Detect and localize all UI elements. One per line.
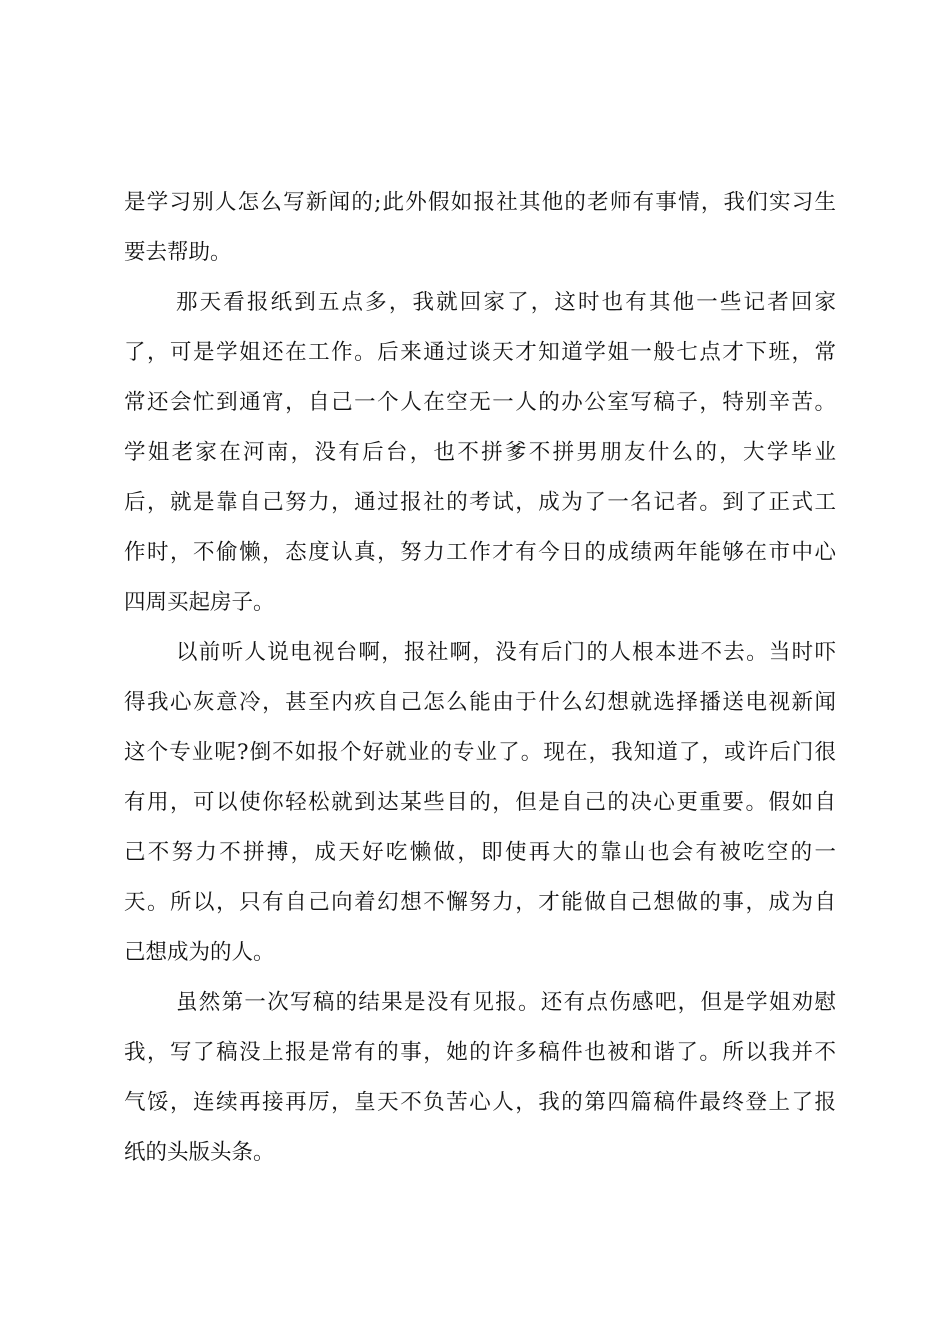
text-line: 己想成为的人。 <box>124 940 275 965</box>
text-line: 这个专业呢?倒不如报个好就业的专业了。现在，我知道了，或许后门很 <box>124 740 836 765</box>
paragraph-2 <box>124 278 836 628</box>
text-line: 四周买起房子。 <box>124 590 275 615</box>
text-line: 后，就是靠自己努力，通过报社的考试，成为了一名记者。到了正式工 <box>124 490 836 515</box>
text-line: 那天看报纸到五点多，我就回家了，这时也有其他一些记者回家 <box>176 290 836 315</box>
text-line: 学姐老家在河南，没有后台，也不拼爹不拼男朋友什么的，大学毕业 <box>124 440 836 465</box>
text-line: 要去帮助。 <box>124 240 232 265</box>
text-line: 我，写了稿没上报是常有的事，她的许多稿件也被和谐了。所以我并不 <box>124 1040 836 1065</box>
text-line: 纸的头版头条。 <box>124 1140 275 1165</box>
text-line: 己不努力不拼搏，成天好吃懒做，即使再大的靠山也会有被吃空的一 <box>124 840 836 865</box>
text-line: 常还会忙到通宵，自己一个人在空无一人的办公室写稿子，特别辛苦。 <box>124 390 836 415</box>
text-line: 是学习别人怎么写新闻的;此外假如报社其他的老师有事情，我们实习生 <box>124 190 836 215</box>
text-line: 了，可是学姐还在工作。后来通过谈天才知道学姐一般七点才下班，常 <box>124 340 836 365</box>
document-body <box>124 178 836 1178</box>
paragraph-1 <box>124 178 836 278</box>
text-line: 气馁，连续再接再厉，皇天不负苦心人，我的第四篇稿件最终登上了报 <box>124 1090 836 1115</box>
paragraph-4 <box>124 978 836 1178</box>
text-line: 虽然第一次写稿的结果是没有见报。还有点伤感吧，但是学姐劝慰 <box>176 990 836 1015</box>
text-line: 有用，可以使你轻松就到达某些目的，但是自己的决心更重要。假如自 <box>124 790 836 815</box>
paragraph-3 <box>124 628 836 978</box>
text-line: 作时，不偷懒，态度认真，努力工作才有今日的成绩两年能够在市中心 <box>124 540 836 565</box>
text-line: 天。所以，只有自己向着幻想不懈努力，才能做自己想做的事，成为自 <box>124 890 836 915</box>
text-line: 以前听人说电视台啊，报社啊，没有后门的人根本进不去。当时吓 <box>176 640 836 665</box>
text-line: 得我心灰意冷，甚至内疚自己怎么能由于什么幻想就选择播送电视新闻 <box>124 690 836 715</box>
